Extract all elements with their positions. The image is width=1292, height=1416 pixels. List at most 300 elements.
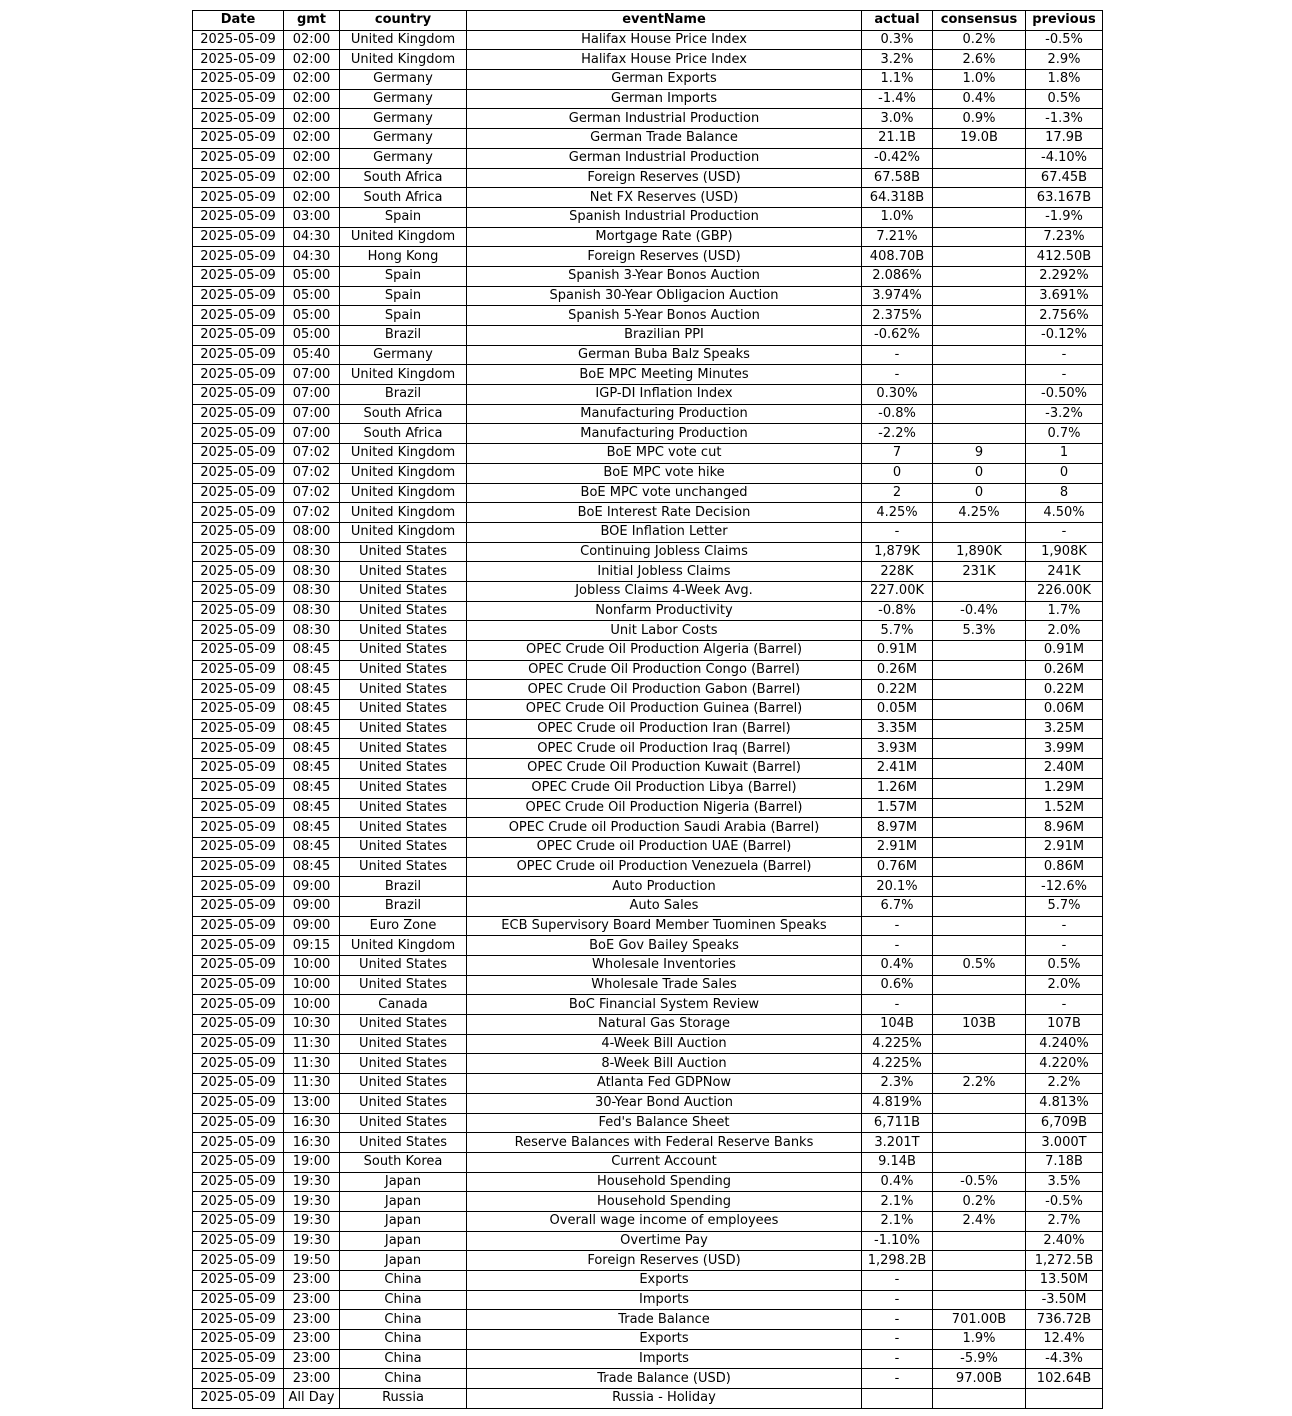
- cell-previous: 2.40M: [1026, 759, 1103, 779]
- cell-previous: 5.7%: [1026, 896, 1103, 916]
- cell-consensus: [933, 247, 1026, 267]
- table-row: [193, 365, 1103, 385]
- cell-event-name: Foreign Reserves (USD): [467, 168, 862, 188]
- cell-previous: -: [1026, 365, 1103, 385]
- cell-consensus: 0.2%: [933, 1192, 1026, 1212]
- cell-actual: -: [862, 345, 933, 365]
- cell-previous: -: [1026, 936, 1103, 956]
- cell-date: 2025-05-09: [193, 857, 284, 877]
- table-row: [193, 109, 1103, 129]
- cell-country: United States: [340, 562, 467, 582]
- cell-country: Brazil: [340, 896, 467, 916]
- cell-event-name: Spanish 3-Year Bonos Auction: [467, 266, 862, 286]
- column-header-actual: actual: [862, 11, 933, 31]
- economic-calendar-table: [192, 10, 1103, 1409]
- cell-date: 2025-05-09: [193, 227, 284, 247]
- cell-country: United States: [340, 1093, 467, 1113]
- cell-consensus: [933, 1389, 1026, 1409]
- cell-date: 2025-05-09: [193, 1133, 284, 1153]
- cell-gmt: 04:30: [284, 247, 340, 267]
- cell-date: 2025-05-09: [193, 601, 284, 621]
- cell-consensus: -0.4%: [933, 601, 1026, 621]
- cell-consensus: 9: [933, 444, 1026, 464]
- cell-date: 2025-05-09: [193, 385, 284, 405]
- cell-country: Hong Kong: [340, 247, 467, 267]
- cell-previous: -0.5%: [1026, 1192, 1103, 1212]
- cell-previous: 3.691%: [1026, 286, 1103, 306]
- cell-consensus: [933, 1054, 1026, 1074]
- table-row: [193, 70, 1103, 90]
- cell-consensus: [933, 916, 1026, 936]
- cell-actual: -0.8%: [862, 404, 933, 424]
- cell-country: Germany: [340, 70, 467, 90]
- cell-consensus: [933, 660, 1026, 680]
- cell-actual: 3.93M: [862, 739, 933, 759]
- cell-gmt: 02:00: [284, 148, 340, 168]
- cell-actual: 5.7%: [862, 621, 933, 641]
- cell-event-name: Russia - Holiday: [467, 1389, 862, 1409]
- cell-gmt: 09:00: [284, 896, 340, 916]
- cell-country: United States: [340, 542, 467, 562]
- cell-previous: 0.26M: [1026, 660, 1103, 680]
- cell-consensus: [933, 581, 1026, 601]
- cell-date: 2025-05-09: [193, 326, 284, 346]
- cell-gmt: 02:00: [284, 168, 340, 188]
- cell-date: 2025-05-09: [193, 1389, 284, 1409]
- cell-consensus: [933, 326, 1026, 346]
- cell-actual: 2.086%: [862, 266, 933, 286]
- cell-previous: 3.99M: [1026, 739, 1103, 759]
- cell-country: United States: [340, 1133, 467, 1153]
- cell-consensus: [933, 857, 1026, 877]
- table-row: [193, 601, 1103, 621]
- cell-consensus: [933, 385, 1026, 405]
- cell-consensus: 0.9%: [933, 109, 1026, 129]
- cell-gmt: 07:02: [284, 503, 340, 523]
- table-row: [193, 936, 1103, 956]
- cell-country: United Kingdom: [340, 503, 467, 523]
- cell-gmt: 10:00: [284, 956, 340, 976]
- cell-event-name: OPEC Crude Oil Production Guinea (Barrel): [467, 700, 862, 720]
- cell-consensus: [933, 1290, 1026, 1310]
- cell-date: 2025-05-09: [193, 444, 284, 464]
- cell-consensus: [933, 424, 1026, 444]
- table-row: [193, 129, 1103, 149]
- cell-country: South Africa: [340, 404, 467, 424]
- cell-gmt: 08:30: [284, 542, 340, 562]
- cell-event-name: Initial Jobless Claims: [467, 562, 862, 582]
- cell-event-name: German Buba Balz Speaks: [467, 345, 862, 365]
- cell-previous: -4.3%: [1026, 1349, 1103, 1369]
- cell-previous: 102.64B: [1026, 1369, 1103, 1389]
- cell-date: 2025-05-09: [193, 778, 284, 798]
- cell-country: United States: [340, 1113, 467, 1133]
- cell-country: United States: [340, 956, 467, 976]
- cell-actual: 67.58B: [862, 168, 933, 188]
- cell-actual: 2: [862, 483, 933, 503]
- cell-gmt: 04:30: [284, 227, 340, 247]
- column-header-previous: previous: [1026, 11, 1103, 31]
- cell-date: 2025-05-09: [193, 70, 284, 90]
- cell-actual: -: [862, 936, 933, 956]
- table-row: [193, 30, 1103, 50]
- cell-previous: -0.5%: [1026, 30, 1103, 50]
- cell-event-name: German Trade Balance: [467, 129, 862, 149]
- cell-actual: 20.1%: [862, 877, 933, 897]
- cell-actual: 9.14B: [862, 1152, 933, 1172]
- cell-date: 2025-05-09: [193, 1034, 284, 1054]
- table-row: [193, 778, 1103, 798]
- table-row: [193, 1172, 1103, 1192]
- cell-consensus: 231K: [933, 562, 1026, 582]
- cell-gmt: 11:30: [284, 1034, 340, 1054]
- cell-gmt: 05:40: [284, 345, 340, 365]
- cell-country: United Kingdom: [340, 463, 467, 483]
- cell-event-name: Mortgage Rate (GBP): [467, 227, 862, 247]
- cell-event-name: Spanish 30-Year Obligacion Auction: [467, 286, 862, 306]
- cell-consensus: 2.6%: [933, 50, 1026, 70]
- cell-event-name: OPEC Crude Oil Production Congo (Barrel): [467, 660, 862, 680]
- column-header-consensus: consensus: [933, 11, 1026, 31]
- cell-gmt: 23:00: [284, 1310, 340, 1330]
- cell-consensus: 2.4%: [933, 1211, 1026, 1231]
- cell-previous: 7.18B: [1026, 1152, 1103, 1172]
- cell-date: 2025-05-09: [193, 581, 284, 601]
- cell-gmt: 10:00: [284, 995, 340, 1015]
- cell-country: United States: [340, 778, 467, 798]
- table-row: [193, 818, 1103, 838]
- cell-consensus: 1.9%: [933, 1330, 1026, 1350]
- cell-date: 2025-05-09: [193, 365, 284, 385]
- cell-date: 2025-05-09: [193, 207, 284, 227]
- cell-event-name: Auto Sales: [467, 896, 862, 916]
- cell-country: Germany: [340, 129, 467, 149]
- cell-date: 2025-05-09: [193, 483, 284, 503]
- cell-consensus: [933, 818, 1026, 838]
- cell-event-name: German Industrial Production: [467, 148, 862, 168]
- cell-actual: 2.1%: [862, 1192, 933, 1212]
- cell-gmt: 09:00: [284, 916, 340, 936]
- cell-date: 2025-05-09: [193, 404, 284, 424]
- cell-previous: 0: [1026, 463, 1103, 483]
- table-row: [193, 188, 1103, 208]
- table-row: [193, 1349, 1103, 1369]
- cell-actual: 0.3%: [862, 30, 933, 50]
- cell-country: United Kingdom: [340, 936, 467, 956]
- cell-previous: 67.45B: [1026, 168, 1103, 188]
- cell-country: United Kingdom: [340, 522, 467, 542]
- cell-event-name: Trade Balance (USD): [467, 1369, 862, 1389]
- cell-event-name: BoE Interest Rate Decision: [467, 503, 862, 523]
- cell-consensus: [933, 365, 1026, 385]
- cell-country: United Kingdom: [340, 50, 467, 70]
- cell-country: United States: [340, 798, 467, 818]
- cell-event-name: OPEC Crude oil Production UAE (Barrel): [467, 837, 862, 857]
- cell-country: Germany: [340, 89, 467, 109]
- cell-actual: -0.8%: [862, 601, 933, 621]
- cell-country: Germany: [340, 109, 467, 129]
- cell-actual: -1.4%: [862, 89, 933, 109]
- cell-consensus: [933, 1093, 1026, 1113]
- cell-consensus: 0.2%: [933, 30, 1026, 50]
- cell-date: 2025-05-09: [193, 89, 284, 109]
- cell-gmt: 08:45: [284, 759, 340, 779]
- cell-gmt: 23:00: [284, 1290, 340, 1310]
- table-row: [193, 621, 1103, 641]
- cell-consensus: [933, 148, 1026, 168]
- cell-actual: 1,879K: [862, 542, 933, 562]
- cell-previous: -4.10%: [1026, 148, 1103, 168]
- cell-country: China: [340, 1330, 467, 1350]
- cell-date: 2025-05-09: [193, 1290, 284, 1310]
- cell-date: 2025-05-09: [193, 1251, 284, 1271]
- cell-event-name: OPEC Crude oil Production Iraq (Barrel): [467, 739, 862, 759]
- cell-actual: 3.2%: [862, 50, 933, 70]
- cell-country: United Kingdom: [340, 444, 467, 464]
- cell-gmt: 03:00: [284, 207, 340, 227]
- cell-event-name: Foreign Reserves (USD): [467, 1251, 862, 1271]
- cell-actual: 104B: [862, 1015, 933, 1035]
- cell-event-name: Atlanta Fed GDPNow: [467, 1074, 862, 1094]
- table-row: [193, 1369, 1103, 1389]
- cell-gmt: 09:00: [284, 877, 340, 897]
- cell-actual: -: [862, 522, 933, 542]
- table-row: [193, 896, 1103, 916]
- cell-previous: 0.22M: [1026, 680, 1103, 700]
- cell-gmt: 08:45: [284, 818, 340, 838]
- cell-event-name: OPEC Crude oil Production Venezuela (Barrel): [467, 857, 862, 877]
- cell-previous: -: [1026, 522, 1103, 542]
- cell-consensus: -0.5%: [933, 1172, 1026, 1192]
- cell-country: Germany: [340, 148, 467, 168]
- cell-event-name: Halifax House Price Index: [467, 30, 862, 50]
- cell-event-name: OPEC Crude Oil Production Libya (Barrel): [467, 778, 862, 798]
- cell-actual: 0.91M: [862, 641, 933, 661]
- cell-previous: 0.86M: [1026, 857, 1103, 877]
- cell-gmt: 05:00: [284, 266, 340, 286]
- cell-consensus: [933, 286, 1026, 306]
- cell-date: 2025-05-09: [193, 247, 284, 267]
- cell-gmt: 19:30: [284, 1211, 340, 1231]
- cell-event-name: Foreign Reserves (USD): [467, 247, 862, 267]
- cell-consensus: [933, 266, 1026, 286]
- cell-gmt: 08:30: [284, 562, 340, 582]
- cell-date: 2025-05-09: [193, 1152, 284, 1172]
- table-row: [193, 1290, 1103, 1310]
- cell-event-name: Spanish Industrial Production: [467, 207, 862, 227]
- table-row: [193, 956, 1103, 976]
- table-row: [193, 168, 1103, 188]
- cell-country: Japan: [340, 1172, 467, 1192]
- cell-previous: -: [1026, 995, 1103, 1015]
- cell-date: 2025-05-09: [193, 1093, 284, 1113]
- cell-country: South Africa: [340, 188, 467, 208]
- cell-date: 2025-05-09: [193, 719, 284, 739]
- table-row: [193, 680, 1103, 700]
- cell-country: Japan: [340, 1251, 467, 1271]
- cell-previous: -3.2%: [1026, 404, 1103, 424]
- cell-actual: 6,711B: [862, 1113, 933, 1133]
- cell-previous: 17.9B: [1026, 129, 1103, 149]
- cell-date: 2025-05-09: [193, 1271, 284, 1291]
- cell-date: 2025-05-09: [193, 1172, 284, 1192]
- cell-actual: -1.10%: [862, 1231, 933, 1251]
- cell-country: United States: [340, 739, 467, 759]
- cell-consensus: [933, 1034, 1026, 1054]
- cell-consensus: [933, 700, 1026, 720]
- cell-consensus: [933, 1251, 1026, 1271]
- cell-date: 2025-05-09: [193, 818, 284, 838]
- cell-consensus: [933, 995, 1026, 1015]
- cell-event-name: Overtime Pay: [467, 1231, 862, 1251]
- cell-gmt: 19:50: [284, 1251, 340, 1271]
- cell-gmt: 02:00: [284, 50, 340, 70]
- cell-actual: 8.97M: [862, 818, 933, 838]
- table-row: [193, 424, 1103, 444]
- cell-event-name: Net FX Reserves (USD): [467, 188, 862, 208]
- cell-consensus: [933, 759, 1026, 779]
- cell-previous: 1.7%: [1026, 601, 1103, 621]
- table-row: [193, 1054, 1103, 1074]
- cell-country: United States: [340, 1015, 467, 1035]
- cell-actual: 3.35M: [862, 719, 933, 739]
- cell-actual: -: [862, 1290, 933, 1310]
- cell-previous: 1.52M: [1026, 798, 1103, 818]
- cell-consensus: [933, 739, 1026, 759]
- cell-event-name: Exports: [467, 1330, 862, 1350]
- cell-consensus: 0: [933, 483, 1026, 503]
- cell-event-name: Halifax House Price Index: [467, 50, 862, 70]
- cell-consensus: [933, 936, 1026, 956]
- cell-gmt: 08:30: [284, 601, 340, 621]
- cell-actual: 0.6%: [862, 975, 933, 995]
- cell-date: 2025-05-09: [193, 562, 284, 582]
- cell-actual: 0: [862, 463, 933, 483]
- cell-actual: 3.0%: [862, 109, 933, 129]
- cell-date: 2025-05-09: [193, 424, 284, 444]
- cell-event-name: 8-Week Bill Auction: [467, 1054, 862, 1074]
- cell-gmt: 08:45: [284, 739, 340, 759]
- table-row: [193, 581, 1103, 601]
- cell-event-name: OPEC Crude Oil Production Nigeria (Barrel): [467, 798, 862, 818]
- cell-date: 2025-05-09: [193, 1074, 284, 1094]
- cell-date: 2025-05-09: [193, 109, 284, 129]
- cell-actual: 0.26M: [862, 660, 933, 680]
- cell-consensus: [933, 306, 1026, 326]
- cell-gmt: 08:45: [284, 778, 340, 798]
- cell-previous: 1,272.5B: [1026, 1251, 1103, 1271]
- cell-gmt: 08:45: [284, 641, 340, 661]
- cell-actual: 6.7%: [862, 896, 933, 916]
- table-row: [193, 1271, 1103, 1291]
- cell-event-name: BoE MPC vote hike: [467, 463, 862, 483]
- cell-event-name: German Exports: [467, 70, 862, 90]
- cell-consensus: [933, 975, 1026, 995]
- table-row: [193, 700, 1103, 720]
- cell-consensus: 5.3%: [933, 621, 1026, 641]
- cell-actual: 4.25%: [862, 503, 933, 523]
- cell-previous: [1026, 1389, 1103, 1409]
- cell-country: Germany: [340, 345, 467, 365]
- cell-event-name: Unit Labor Costs: [467, 621, 862, 641]
- cell-consensus: [933, 188, 1026, 208]
- cell-actual: 0.30%: [862, 385, 933, 405]
- cell-event-name: Reserve Balances with Federal Reserve Banks: [467, 1133, 862, 1153]
- table-row: [193, 995, 1103, 1015]
- cell-date: 2025-05-09: [193, 542, 284, 562]
- cell-date: 2025-05-09: [193, 759, 284, 779]
- cell-previous: 7.23%: [1026, 227, 1103, 247]
- cell-gmt: 16:30: [284, 1113, 340, 1133]
- cell-date: 2025-05-09: [193, 956, 284, 976]
- cell-actual: 21.1B: [862, 129, 933, 149]
- column-header-date: Date: [193, 11, 284, 31]
- cell-date: 2025-05-09: [193, 1192, 284, 1212]
- cell-date: 2025-05-09: [193, 621, 284, 641]
- cell-gmt: 07:00: [284, 385, 340, 405]
- cell-consensus: 19.0B: [933, 129, 1026, 149]
- cell-event-name: BoE Gov Bailey Speaks: [467, 936, 862, 956]
- cell-event-name: Fed's Balance Sheet: [467, 1113, 862, 1133]
- cell-previous: 2.756%: [1026, 306, 1103, 326]
- cell-gmt: 19:30: [284, 1231, 340, 1251]
- table-row: [193, 207, 1103, 227]
- cell-gmt: 19:00: [284, 1152, 340, 1172]
- cell-consensus: 0.4%: [933, 89, 1026, 109]
- cell-previous: 226.00K: [1026, 581, 1103, 601]
- cell-previous: 12.4%: [1026, 1330, 1103, 1350]
- cell-gmt: 13:00: [284, 1093, 340, 1113]
- cell-consensus: [933, 168, 1026, 188]
- cell-actual: 2.1%: [862, 1211, 933, 1231]
- cell-event-name: BoE MPC Meeting Minutes: [467, 365, 862, 385]
- table-row: [193, 542, 1103, 562]
- cell-event-name: Exports: [467, 1271, 862, 1291]
- cell-previous: 2.0%: [1026, 621, 1103, 641]
- table-row: [193, 345, 1103, 365]
- table-row: [193, 1192, 1103, 1212]
- cell-date: 2025-05-09: [193, 700, 284, 720]
- cell-gmt: 05:00: [284, 306, 340, 326]
- cell-gmt: 19:30: [284, 1172, 340, 1192]
- cell-event-name: 4-Week Bill Auction: [467, 1034, 862, 1054]
- cell-country: Brazil: [340, 385, 467, 405]
- cell-actual: 7.21%: [862, 227, 933, 247]
- table-row: [193, 247, 1103, 267]
- cell-consensus: 103B: [933, 1015, 1026, 1035]
- table-row: [193, 857, 1103, 877]
- cell-country: United States: [340, 857, 467, 877]
- cell-country: South Korea: [340, 1152, 467, 1172]
- cell-country: Spain: [340, 207, 467, 227]
- cell-actual: 4.819%: [862, 1093, 933, 1113]
- cell-country: United States: [340, 719, 467, 739]
- cell-actual: 3.974%: [862, 286, 933, 306]
- cell-gmt: 09:15: [284, 936, 340, 956]
- cell-gmt: 08:45: [284, 680, 340, 700]
- cell-gmt: 07:00: [284, 424, 340, 444]
- cell-event-name: Nonfarm Productivity: [467, 601, 862, 621]
- cell-previous: 4.240%: [1026, 1034, 1103, 1054]
- cell-previous: 0.06M: [1026, 700, 1103, 720]
- cell-actual: -: [862, 1349, 933, 1369]
- cell-event-name: Trade Balance: [467, 1310, 862, 1330]
- cell-previous: -12.6%: [1026, 877, 1103, 897]
- cell-previous: 2.40%: [1026, 1231, 1103, 1251]
- cell-gmt: 23:00: [284, 1369, 340, 1389]
- table-row: [193, 89, 1103, 109]
- cell-previous: 4.813%: [1026, 1093, 1103, 1113]
